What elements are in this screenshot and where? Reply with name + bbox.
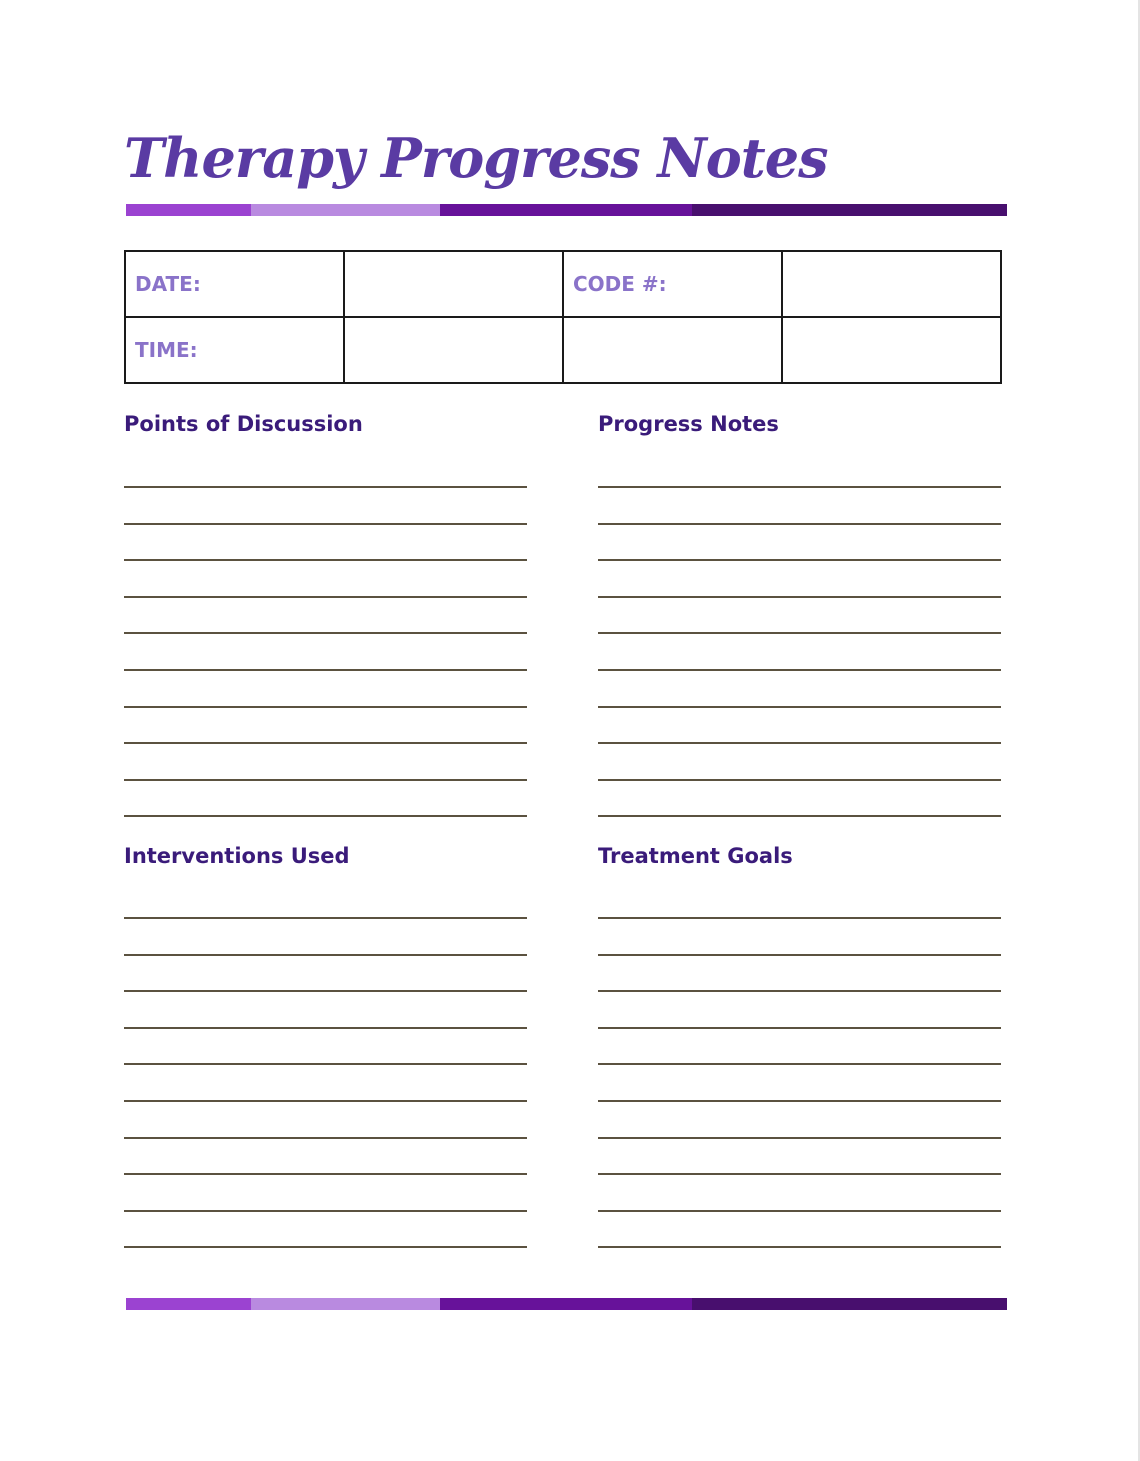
- write-line[interactable]: [124, 815, 527, 817]
- write-line[interactable]: [124, 1173, 527, 1175]
- bar-segment-1: [126, 1298, 251, 1310]
- write-line[interactable]: [598, 1100, 1001, 1102]
- write-line[interactable]: [124, 1063, 527, 1065]
- write-line[interactable]: [598, 596, 1001, 598]
- top-color-bar: [126, 204, 1007, 216]
- bar-segment-2: [251, 1298, 440, 1310]
- write-line[interactable]: [598, 486, 1001, 488]
- write-line[interactable]: [124, 486, 527, 488]
- heading-treatment-goals: Treatment Goals: [598, 844, 793, 868]
- write-line[interactable]: [124, 596, 527, 598]
- write-line[interactable]: [124, 1027, 527, 1029]
- write-line[interactable]: [598, 706, 1001, 708]
- blank-cell[interactable]: [563, 317, 782, 383]
- info-row-time: [125, 317, 1001, 383]
- code-label: CODE #:: [563, 251, 782, 317]
- write-line[interactable]: [124, 1100, 527, 1102]
- write-line[interactable]: [598, 559, 1001, 561]
- write-line[interactable]: [124, 990, 527, 992]
- time-label: TIME:: [125, 317, 344, 383]
- write-line[interactable]: [124, 954, 527, 956]
- write-line[interactable]: [598, 632, 1001, 634]
- heading-interventions-used: Interventions Used: [124, 844, 350, 868]
- date-label: DATE:: [125, 251, 344, 317]
- write-line[interactable]: [598, 1210, 1001, 1212]
- write-line[interactable]: [124, 917, 527, 919]
- write-line[interactable]: [124, 1246, 527, 1248]
- write-line[interactable]: [124, 742, 527, 744]
- write-line[interactable]: [598, 779, 1001, 781]
- write-line[interactable]: [598, 954, 1001, 956]
- write-line[interactable]: [124, 706, 527, 708]
- date-field[interactable]: [344, 251, 563, 317]
- write-line[interactable]: [124, 1210, 527, 1212]
- bar-segment-3: [440, 1298, 692, 1310]
- time-field[interactable]: [344, 317, 563, 383]
- write-line[interactable]: [124, 523, 527, 525]
- write-line[interactable]: [598, 669, 1001, 671]
- bottom-color-bar: [126, 1298, 1007, 1310]
- write-line[interactable]: [598, 1246, 1001, 1248]
- write-line[interactable]: [598, 523, 1001, 525]
- write-line[interactable]: [598, 1063, 1001, 1065]
- bar-segment-4: [692, 1298, 1007, 1310]
- info-row-date: [125, 251, 1001, 317]
- heading-points-of-discussion: Points of Discussion: [124, 412, 363, 436]
- write-line[interactable]: [598, 990, 1001, 992]
- blank-cell[interactable]: [782, 317, 1001, 383]
- write-line[interactable]: [598, 1173, 1001, 1175]
- write-line[interactable]: [124, 779, 527, 781]
- bar-segment-1: [126, 204, 251, 216]
- write-line[interactable]: [124, 559, 527, 561]
- write-line[interactable]: [598, 1027, 1001, 1029]
- info-table: [124, 250, 1002, 384]
- write-line[interactable]: [124, 669, 527, 671]
- bar-segment-4: [692, 204, 1007, 216]
- write-line[interactable]: [598, 917, 1001, 919]
- write-line[interactable]: [124, 1137, 527, 1139]
- page-title: Therapy Progress Notes: [124, 126, 828, 190]
- heading-progress-notes: Progress Notes: [598, 412, 779, 436]
- write-line[interactable]: [598, 742, 1001, 744]
- bar-segment-3: [440, 204, 692, 216]
- write-line[interactable]: [598, 1137, 1001, 1139]
- write-line[interactable]: [598, 815, 1001, 817]
- write-line[interactable]: [124, 632, 527, 634]
- code-field[interactable]: [782, 251, 1001, 317]
- bar-segment-2: [251, 204, 440, 216]
